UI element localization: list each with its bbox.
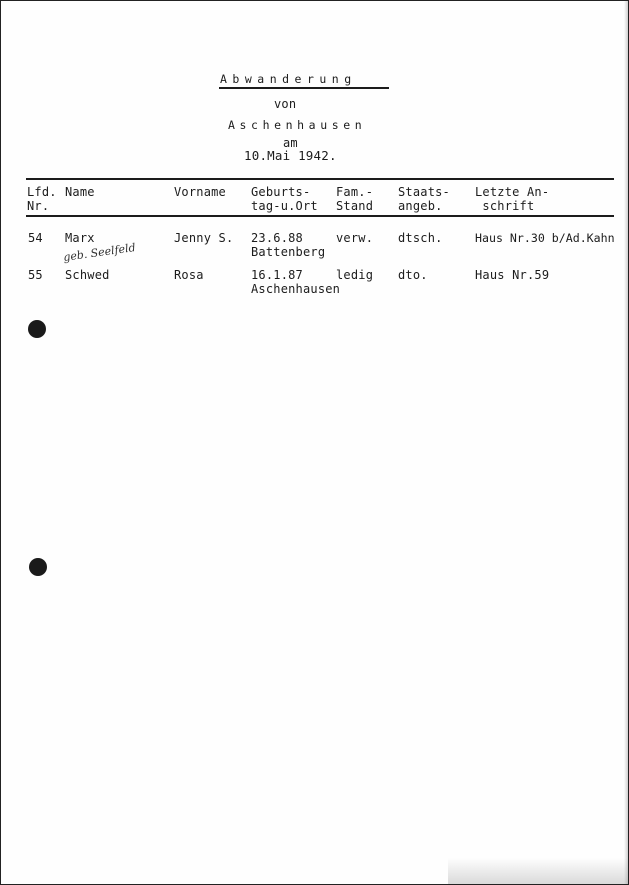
col-header-name: Name xyxy=(65,185,95,199)
scan-smudge xyxy=(448,858,628,884)
row-54-vorname: Jenny S. xyxy=(174,231,234,245)
row-54-stand: verw. xyxy=(336,231,374,245)
punch-hole-top xyxy=(28,320,46,338)
document-title: Abwanderung xyxy=(220,72,357,86)
row-55-stand: ledig xyxy=(336,268,374,282)
page-edge-shadow xyxy=(624,1,628,884)
row-54-nr: 54 xyxy=(28,231,43,245)
table-header-rule xyxy=(26,215,614,217)
row-55-staat: dto. xyxy=(398,268,428,282)
row-55-geburt: 16.1.87 Aschenhausen xyxy=(251,268,341,296)
date-line: 10.Mai 1942. xyxy=(244,148,337,163)
row-54-staat: dtsch. xyxy=(398,231,443,245)
row-54-anschrift: Haus Nr.30 b/Ad.Kahn xyxy=(475,231,615,245)
col-header-vorname: Vorname xyxy=(174,185,226,199)
table-top-rule xyxy=(26,178,614,180)
title-underline xyxy=(219,87,389,89)
row-55-anschrift: Haus Nr.59 xyxy=(475,268,550,282)
row-54-handwritten-note: geb. Seelfeld xyxy=(62,240,137,265)
row-54-name: Marx xyxy=(65,231,95,245)
col-header-geburt: Geburts- tag-u.Ort xyxy=(251,185,318,213)
am-label: am xyxy=(283,136,298,150)
col-header-fam-stand: Fam.- Stand xyxy=(336,185,374,213)
place-name: Aschenhausen xyxy=(228,118,367,132)
row-55-name: Schwed xyxy=(65,268,110,282)
row-55-nr: 55 xyxy=(28,268,43,282)
col-header-staatsangeh: Staats- angeb. xyxy=(398,185,450,213)
row-55-vorname: Rosa xyxy=(174,268,204,282)
row-54-geburt: 23.6.88 Battenberg xyxy=(251,231,326,259)
von-label: von xyxy=(274,97,297,111)
col-header-anschrift: Letzte An- schrift xyxy=(475,185,550,213)
punch-hole-bottom xyxy=(29,558,47,576)
col-header-lfd-nr: Lfd. Nr. xyxy=(27,185,57,213)
